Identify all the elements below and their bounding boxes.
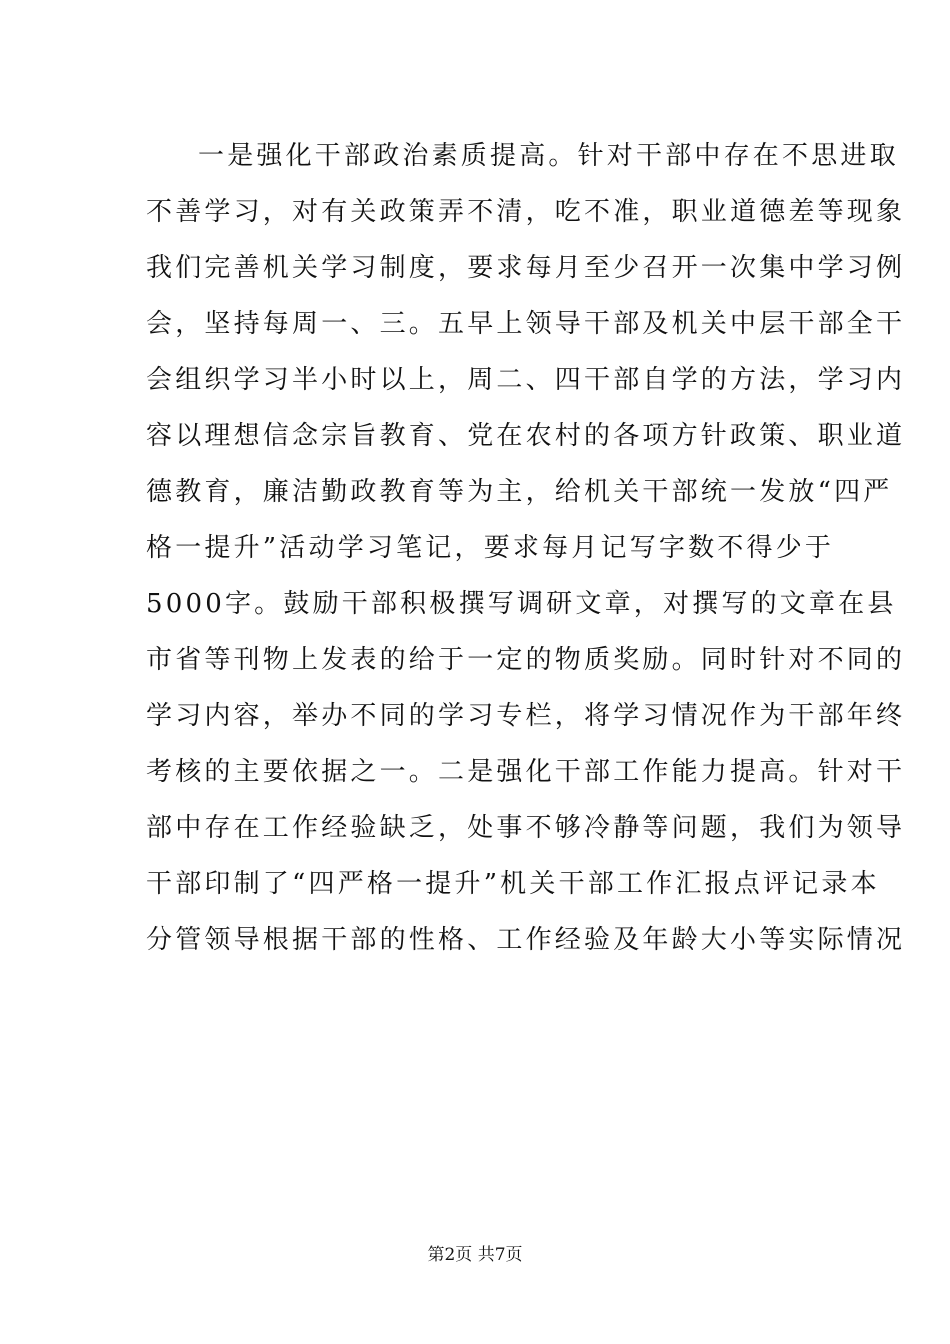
text-line: 容以理想信念宗旨教育、党在农村的各项方针政策、职业道 <box>146 421 906 451</box>
text-line: 德教育，廉洁勤政教育等为主，给机关干部统一发放“四严 <box>146 477 893 507</box>
text-line: 5000字。鼓励干部积极撰写调研文章，对撰写的文章在县 <box>146 589 897 619</box>
text-line: 干部印制了“四严格一提升”机关干部工作汇报点评记录本 <box>146 869 880 899</box>
text-line: 学习内容，举办不同的学习专栏，将学习情况作为干部年终 <box>146 701 906 731</box>
text-line: 考核的主要依据之一。二是强化干部工作能力提高。针对干 <box>146 757 906 787</box>
text-line: 我们完善机关学习制度，要求每月至少召开一次集中学习例 <box>146 253 906 283</box>
text-line: 一是强化干部政治素质提高。针对干部中存在不思进取 <box>198 141 899 171</box>
text-line: 分管领导根据干部的性格、工作经验及年龄大小等实际情况 <box>146 925 906 955</box>
page-number-footer: 第2页 共7页 <box>427 1245 523 1265</box>
text-line: 部中存在工作经验缺乏，处事不够冷静等问题，我们为领导 <box>146 813 906 843</box>
text-line: 市省等刊物上发表的给于一定的物质奖励。同时针对不同的 <box>146 645 906 675</box>
body-text <box>146 128 906 968</box>
text-line: 格一提升”活动学习笔记，要求每月记写字数不得少于 <box>146 533 835 563</box>
text-line: 不善学习，对有关政策弄不清，吃不准，职业道德差等现象 <box>146 197 906 227</box>
text-line: 会组织学习半小时以上，周二、四干部自学的方法，学习内 <box>146 365 906 395</box>
text-line: 会，坚持每周一、三。五早上领导干部及机关中层干部全干 <box>146 309 906 339</box>
